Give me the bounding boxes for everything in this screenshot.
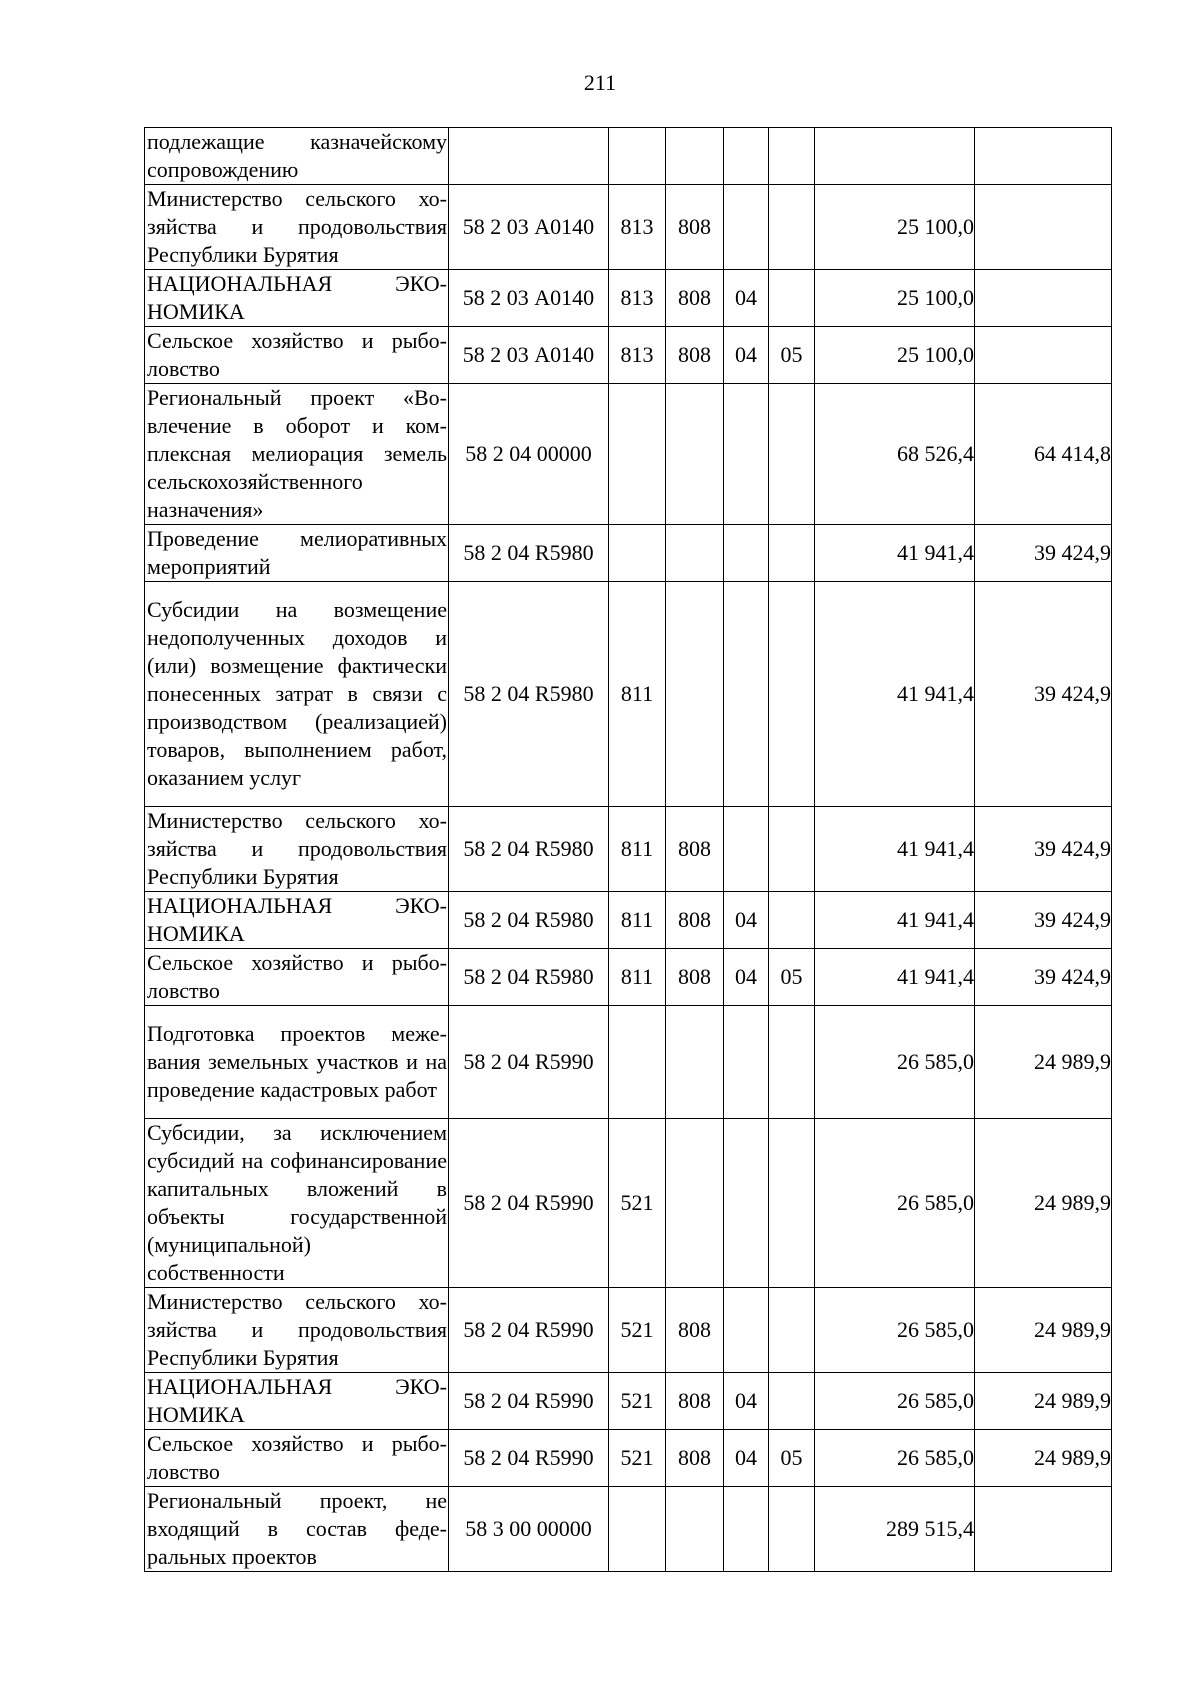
amount-cell-2: 39 424,9 <box>975 892 1112 949</box>
subsection-cell <box>724 384 769 525</box>
target-code-cell: 58 2 04 R5990 <box>449 1006 609 1119</box>
amount-cell-1: 25 100,0 <box>815 327 975 384</box>
amount-cell-1: 25 100,0 <box>815 185 975 270</box>
grbs-cell: 813 <box>609 185 666 270</box>
target-code-cell: 58 2 03 А0140 <box>449 185 609 270</box>
amount-cell-2: 24 989,9 <box>975 1288 1112 1373</box>
row-name-cell: Министерство сельского хозяйства и продовольствия Республики Бурятия <box>145 1288 449 1373</box>
grbs-cell: 811 <box>609 949 666 1006</box>
amount-cell-1: 25 100,0 <box>815 270 975 327</box>
amount-cell-1: 41 941,4 <box>815 807 975 892</box>
subsection-cell <box>724 1006 769 1119</box>
amount-cell-2: 39 424,9 <box>975 807 1112 892</box>
grbs-cell <box>609 128 666 185</box>
section-cell <box>666 525 724 582</box>
expense-type-cell <box>769 1373 815 1430</box>
subsection-cell <box>724 1119 769 1288</box>
row-name-cell: Региональный проект «Вовлечение в оборот и комплексная мелиорация земель сельскохозяйственного назначения» <box>145 384 449 525</box>
table-row <box>145 185 1112 270</box>
grbs-cell <box>609 525 666 582</box>
amount-cell-2: 24 989,9 <box>975 1006 1112 1119</box>
section-cell <box>666 1487 724 1572</box>
table-row <box>145 1006 1112 1119</box>
amount-cell-2 <box>975 327 1112 384</box>
target-code-cell: 58 2 04 R5990 <box>449 1288 609 1373</box>
subsection-cell <box>724 1288 769 1373</box>
grbs-cell: 521 <box>609 1119 666 1288</box>
table-row <box>145 1288 1112 1373</box>
section-cell: 808 <box>666 949 724 1006</box>
expense-type-cell <box>769 892 815 949</box>
expense-type-cell: 05 <box>769 1430 815 1487</box>
amount-cell-2 <box>975 185 1112 270</box>
target-code-cell: 58 2 04 R5980 <box>449 525 609 582</box>
expense-type-cell: 05 <box>769 949 815 1006</box>
expense-type-cell <box>769 1119 815 1288</box>
table-row <box>145 270 1112 327</box>
target-code-cell: 58 2 04 R5990 <box>449 1373 609 1430</box>
amount-cell-1: 41 941,4 <box>815 582 975 807</box>
section-cell: 808 <box>666 327 724 384</box>
section-cell: 808 <box>666 270 724 327</box>
expense-type-cell <box>769 128 815 185</box>
section-cell: 808 <box>666 892 724 949</box>
section-cell <box>666 1006 724 1119</box>
expense-type-cell <box>769 582 815 807</box>
row-name-cell: Министерство сельского хозяйства и продовольствия Республики Бурятия <box>145 807 449 892</box>
row-name-cell: НАЦИОНАЛЬНАЯ ЭКОНОМИКА <box>145 892 449 949</box>
subsection-cell <box>724 807 769 892</box>
amount-cell-1: 26 585,0 <box>815 1373 975 1430</box>
table-row <box>145 807 1112 892</box>
grbs-cell: 811 <box>609 582 666 807</box>
amount-cell-2 <box>975 128 1112 185</box>
table-row <box>145 525 1112 582</box>
table-row <box>145 1373 1112 1430</box>
amount-cell-2 <box>975 270 1112 327</box>
target-code-cell: 58 2 03 А0140 <box>449 270 609 327</box>
row-name-cell: Региональный проект, не входящий в состав федеральных проектов <box>145 1487 449 1572</box>
row-name-cell: НАЦИОНАЛЬНАЯ ЭКОНОМИКА <box>145 270 449 327</box>
amount-cell-1 <box>815 128 975 185</box>
amount-cell-1: 41 941,4 <box>815 525 975 582</box>
expense-type-cell <box>769 1288 815 1373</box>
subsection-cell: 04 <box>724 949 769 1006</box>
target-code-cell: 58 3 00 00000 <box>449 1487 609 1572</box>
row-name-cell: подлежащие казначейскому сопровождению <box>145 128 449 185</box>
row-name-cell: Проведение мелиоративных мероприятий <box>145 525 449 582</box>
grbs-cell: 813 <box>609 270 666 327</box>
section-cell: 808 <box>666 185 724 270</box>
amount-cell-2: 39 424,9 <box>975 582 1112 807</box>
subsection-cell <box>724 185 769 270</box>
expense-type-cell <box>769 807 815 892</box>
page-number: 211 <box>583 70 617 95</box>
grbs-cell: 811 <box>609 892 666 949</box>
row-name-cell: Сельское хозяйство и рыболовство <box>145 327 449 384</box>
expense-type-cell <box>769 270 815 327</box>
target-code-cell: 58 2 04 R5980 <box>449 582 609 807</box>
table-row <box>145 327 1112 384</box>
subsection-cell: 04 <box>724 892 769 949</box>
section-cell <box>666 1119 724 1288</box>
expense-type-cell <box>769 1006 815 1119</box>
section-cell <box>666 128 724 185</box>
grbs-cell: 813 <box>609 327 666 384</box>
amount-cell-1: 26 585,0 <box>815 1288 975 1373</box>
expense-type-cell <box>769 525 815 582</box>
amount-cell-1: 26 585,0 <box>815 1119 975 1288</box>
subsection-cell: 04 <box>724 1373 769 1430</box>
row-name-cell: Министерство сельского хозяйства и продовольствия Республики Бурятия <box>145 185 449 270</box>
amount-cell-2: 39 424,9 <box>975 525 1112 582</box>
table-row <box>145 384 1112 525</box>
subsection-cell: 04 <box>724 1430 769 1487</box>
target-code-cell: 58 2 04 00000 <box>449 384 609 525</box>
subsection-cell: 04 <box>724 270 769 327</box>
section-cell: 808 <box>666 1373 724 1430</box>
target-code-cell: 58 2 04 R5990 <box>449 1119 609 1288</box>
subsection-cell <box>724 525 769 582</box>
table-row <box>145 582 1112 807</box>
grbs-cell: 521 <box>609 1430 666 1487</box>
grbs-cell: 521 <box>609 1373 666 1430</box>
grbs-cell <box>609 384 666 525</box>
grbs-cell: 521 <box>609 1288 666 1373</box>
row-name-cell: НАЦИОНАЛЬНАЯ ЭКОНОМИКА <box>145 1373 449 1430</box>
row-name-cell: Сельское хозяйство и рыболовство <box>145 1430 449 1487</box>
grbs-cell <box>609 1487 666 1572</box>
expense-type-cell <box>769 384 815 525</box>
row-name-cell: Подготовка проектов межевания земельных участков и на проведение кадастровых работ <box>145 1006 449 1119</box>
amount-cell-2: 24 989,9 <box>975 1373 1112 1430</box>
amount-cell-1: 68 526,4 <box>815 384 975 525</box>
table-row <box>145 128 1112 185</box>
amount-cell-2: 24 989,9 <box>975 1430 1112 1487</box>
amount-cell-2: 64 414,8 <box>975 384 1112 525</box>
target-code-cell: 58 2 04 R5980 <box>449 949 609 1006</box>
row-name-cell: Субсидии, за исключением субсидий на софинансирование капитальных вложений в объекты государственной (муниципальной) собственности <box>145 1119 449 1288</box>
grbs-cell: 811 <box>609 807 666 892</box>
amount-cell-1: 41 941,4 <box>815 949 975 1006</box>
budget-table <box>144 127 1112 1572</box>
section-cell: 808 <box>666 807 724 892</box>
grbs-cell <box>609 1006 666 1119</box>
target-code-cell: 58 2 04 R5990 <box>449 1430 609 1487</box>
row-name-cell: Субсидии на возмещение недополученных доходов и (или) возмещение фактически понесенных затрат в связи с производством (реализацией) товаров, выполнением работ, оказанием услуг <box>145 582 449 807</box>
section-cell <box>666 384 724 525</box>
expense-type-cell: 05 <box>769 327 815 384</box>
target-code-cell: 58 2 04 R5980 <box>449 892 609 949</box>
amount-cell-2: 24 989,9 <box>975 1119 1112 1288</box>
section-cell: 808 <box>666 1430 724 1487</box>
subsection-cell: 04 <box>724 327 769 384</box>
table-row <box>145 949 1112 1006</box>
amount-cell-1: 41 941,4 <box>815 892 975 949</box>
table-row <box>145 1487 1112 1572</box>
amount-cell-2 <box>975 1487 1112 1572</box>
amount-cell-2: 39 424,9 <box>975 949 1112 1006</box>
table-row <box>145 1430 1112 1487</box>
subsection-cell <box>724 582 769 807</box>
subsection-cell <box>724 128 769 185</box>
amount-cell-1: 26 585,0 <box>815 1006 975 1119</box>
amount-cell-1: 26 585,0 <box>815 1430 975 1487</box>
target-code-cell: 58 2 03 А0140 <box>449 327 609 384</box>
expense-type-cell <box>769 1487 815 1572</box>
table-row <box>145 892 1112 949</box>
section-cell: 808 <box>666 1288 724 1373</box>
amount-cell-1: 289 515,4 <box>815 1487 975 1572</box>
target-code-cell: 58 2 04 R5980 <box>449 807 609 892</box>
row-name-cell: Сельское хозяйство и рыболовство <box>145 949 449 1006</box>
target-code-cell <box>449 128 609 185</box>
table-row <box>145 1119 1112 1288</box>
subsection-cell <box>724 1487 769 1572</box>
expense-type-cell <box>769 185 815 270</box>
section-cell <box>666 582 724 807</box>
